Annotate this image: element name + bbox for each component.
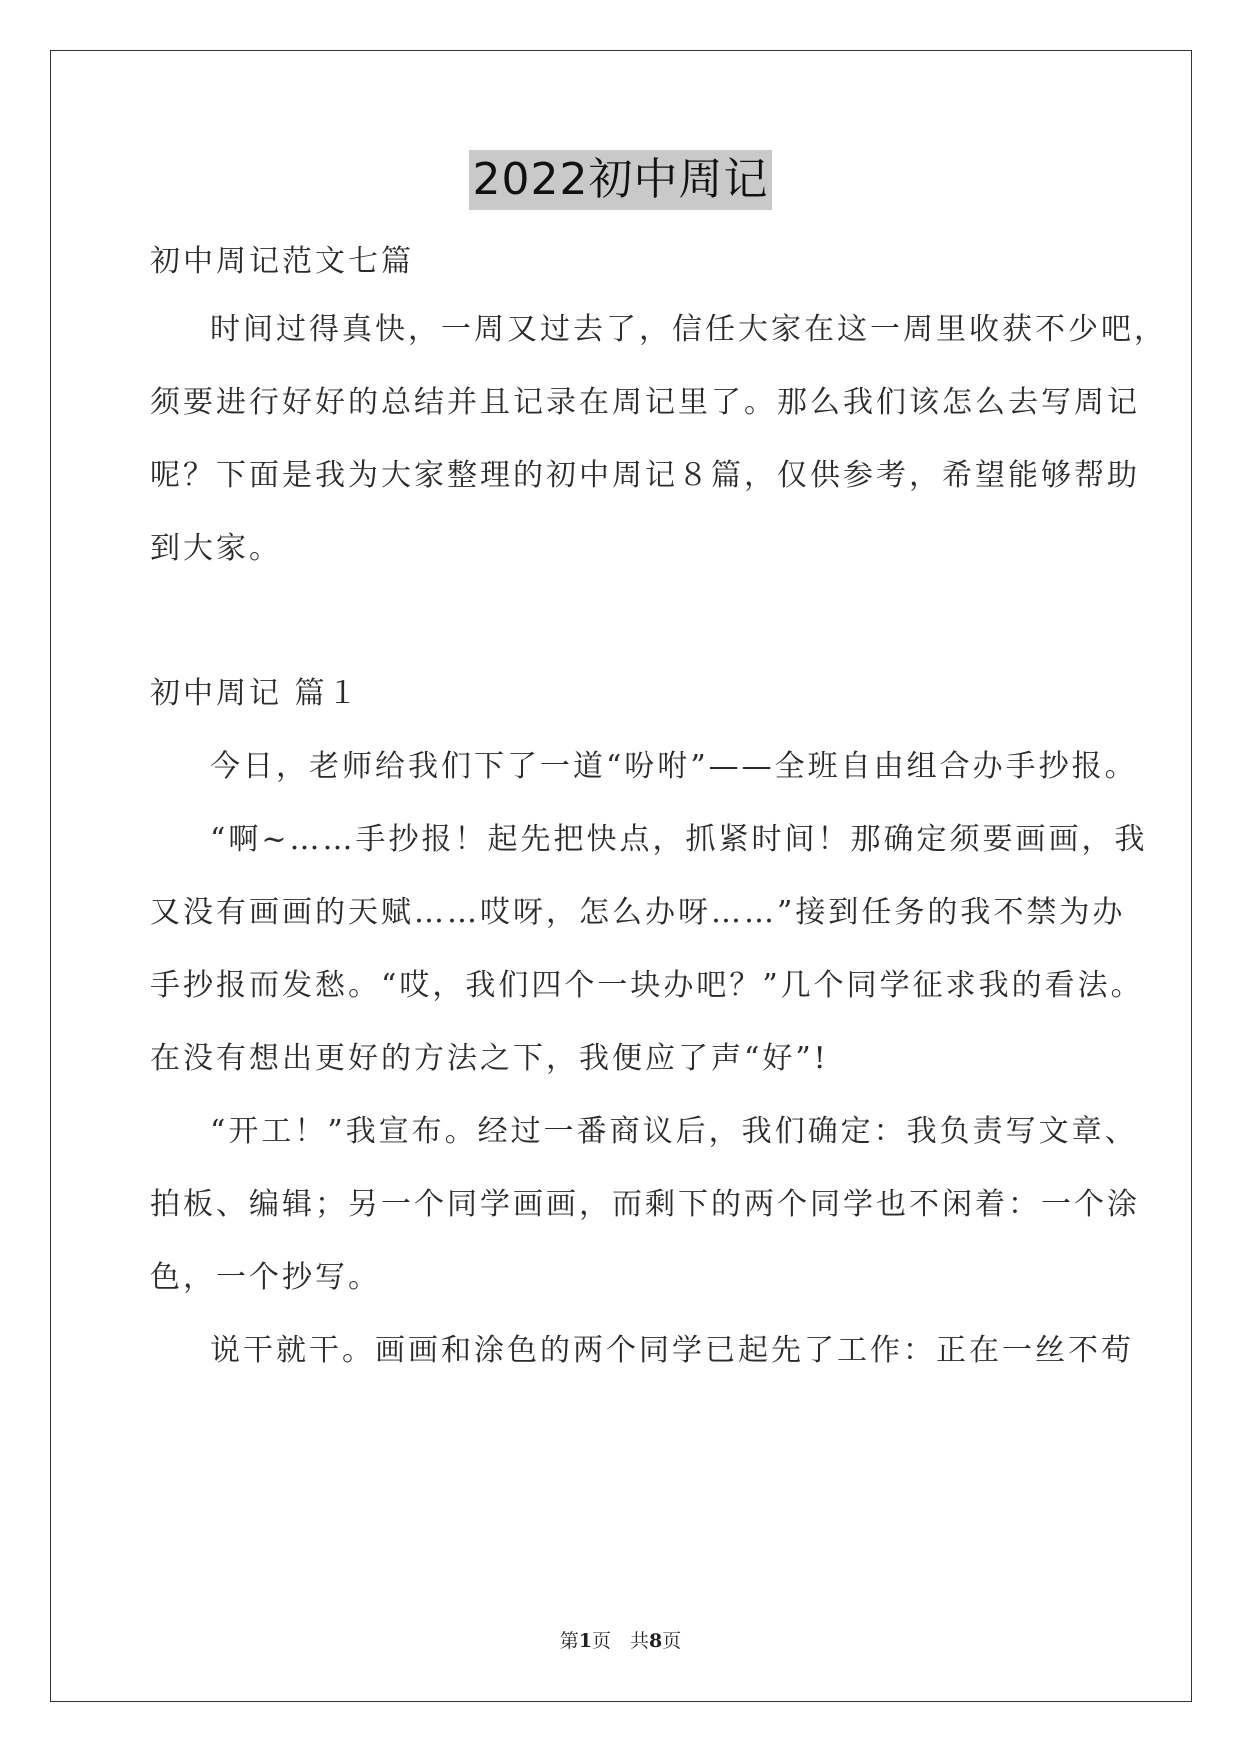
body-line: “开工！”我宣布。经过一番商议后，我们确定：我负责写文章、 bbox=[210, 1114, 1138, 1149]
body-line: 说干就干。画画和涂色的两个同学已起先了工作：正在一丝不苟 bbox=[210, 1333, 1134, 1368]
footer-page-prefix: 第 bbox=[559, 1630, 579, 1652]
footer-total-pages: 8 bbox=[649, 1630, 663, 1652]
intro-line: 呢？下面是我为大家整理的初中周记８篇，仅供参考，希望能够帮助 bbox=[150, 458, 1140, 493]
footer-current-page: 1 bbox=[578, 1630, 592, 1652]
body-line: 手抄报而发愁。“哎，我们四个一块办吧？”几个同学征求我的看法。 bbox=[150, 968, 1144, 1003]
page-border bbox=[50, 50, 1192, 1702]
footer-page-suffix: 页 bbox=[662, 1630, 682, 1652]
body-line: “啊~……手抄报！起先把快点，抓紧时间！那确定须要画画，我 bbox=[210, 822, 1148, 857]
body-line: 又没有画画的天赋……哎呀，怎么办呀……”接到任务的我不禁为办 bbox=[150, 895, 1126, 930]
intro-line: 须要进行好好的总结并且记录在周记里了。那么我们该怎么去写周记 bbox=[150, 385, 1140, 420]
body-line: 今日，老师给我们下了一道“吩咐”——全班自由组合办手抄报。 bbox=[210, 749, 1138, 784]
section-heading: 初中周记 篇１ bbox=[150, 676, 361, 711]
body-line: 拍板、编辑；另一个同学画画，而剩下的两个同学也不闲着：一个涂 bbox=[150, 1187, 1140, 1222]
document-subtitle: 初中周记范文七篇 bbox=[150, 244, 414, 279]
page-footer bbox=[0, 1626, 1241, 1653]
intro-line: 时间过得真快，一周又过去了，信任大家在这一周里收获不少吧， bbox=[210, 312, 1167, 347]
intro-line: 到大家。 bbox=[150, 531, 282, 566]
body-line: 在没有想出更好的方法之下，我便应了声“好”! bbox=[150, 1041, 829, 1076]
footer-page-mid: 页 共 bbox=[591, 1630, 649, 1652]
title-container bbox=[0, 150, 1241, 210]
body-line: 色，一个抄写。 bbox=[150, 1260, 381, 1295]
document-title: 2022初中周记 bbox=[469, 150, 773, 210]
